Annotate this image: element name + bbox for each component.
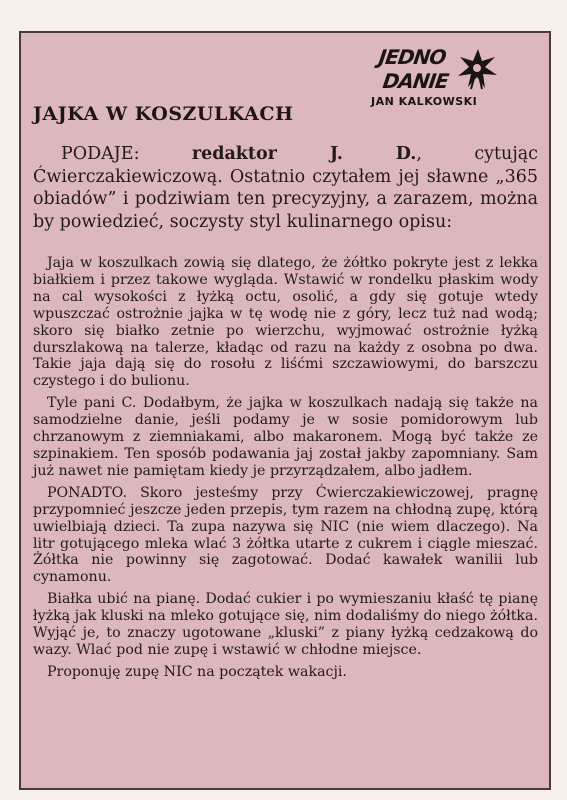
article-intro (33, 143, 538, 233)
logo-title-line2: DANIE (381, 69, 450, 93)
article-body (33, 255, 538, 681)
newspaper-clipping (19, 31, 551, 790)
article-headline: JAJKA W KOSZULKACH (33, 103, 294, 125)
flower-icon (455, 45, 501, 91)
column-logo (371, 43, 491, 113)
logo-title-line1: JEDNO (377, 45, 448, 69)
body-paragraph: Jaja w koszulkach zowią się dlatego, że żółtko pokryte jest z lekka białkiem i przez takowe wygląda. Wstawić w rondelku płaskim wody na cal wysokości z łyżką octu, osolić, a gdy się gotuje wtedy wpuszczać ostrożnie jajka w tę wodę nie z góry, lecz tuż nad wodą; skoro się białko zetnie po wierzchu, wyjmować ostrożnie łyżką durszlakową na talerze, kładąc od razu na każdy z osobna po dwa. Takie jaja dają się do rosołu z liśćmi szczawiowymi, do barszczu czystego i do bulionu. (33, 255, 538, 390)
intro-lead: PODAJE: (61, 144, 140, 164)
intro-text: , cytując Ćwierczakiewiczową. Ostatnio czytałem jej sławne „365 obiadów” i podziwiam ten precyzyjny, a zarazem, można by powiedzieć, soczysty styl kulinarnego opisu: (33, 144, 538, 232)
body-paragraph: Proponuję zupę NIC na początek wakacji. (47, 663, 347, 680)
intro-byline: redaktor J. D. (191, 144, 417, 164)
body-paragraph: Tyle pani C. Dodałbym, że jajka w koszulkach nadają się także na samodzielne danie, jeśli podamy je w sosie pomidorowym lub chrzanowym z ziemniakami, albo makaronem. Mogą być także ze szpinakiem. Ten sposób podawania jaj został jakby zapomniany. Sam już nawet nie pamiętam kiedy je przyrządzałem, albo jadłem. (33, 395, 538, 479)
body-paragraph: Białka ubić na pianę. Dodać cukier i po wymieszaniu kłaść tę pianę łyżką jak kluski na mleko gotujące się, nim dodaliśmy do niego żółtka. Wyjąć je, to znaczy ugotowane „kluski” z piany łyżką cedzakową do wazy. Wlać pod nie zupę i wstawić w chłodne miejsce. (33, 591, 538, 658)
column-author: JAN KALKOWSKI (371, 95, 478, 108)
body-paragraph: PONADTO. Skoro jesteśmy przy Ćwierczakiewiczowej, pragnę przypomnieć jeszcze jeden przepis, tym razem na chłodną zupę, którą uwielbiają dzieci. Ta zupa nazywa się NIC (nie wiem dlaczego). Na litr gotującego mleka wlać 3 żółtka utarte z cukrem i ciągle mieszać. Żółtka nie powinny się zagotować. Dodać kawałek wanilii lub cynamonu. (33, 484, 538, 586)
